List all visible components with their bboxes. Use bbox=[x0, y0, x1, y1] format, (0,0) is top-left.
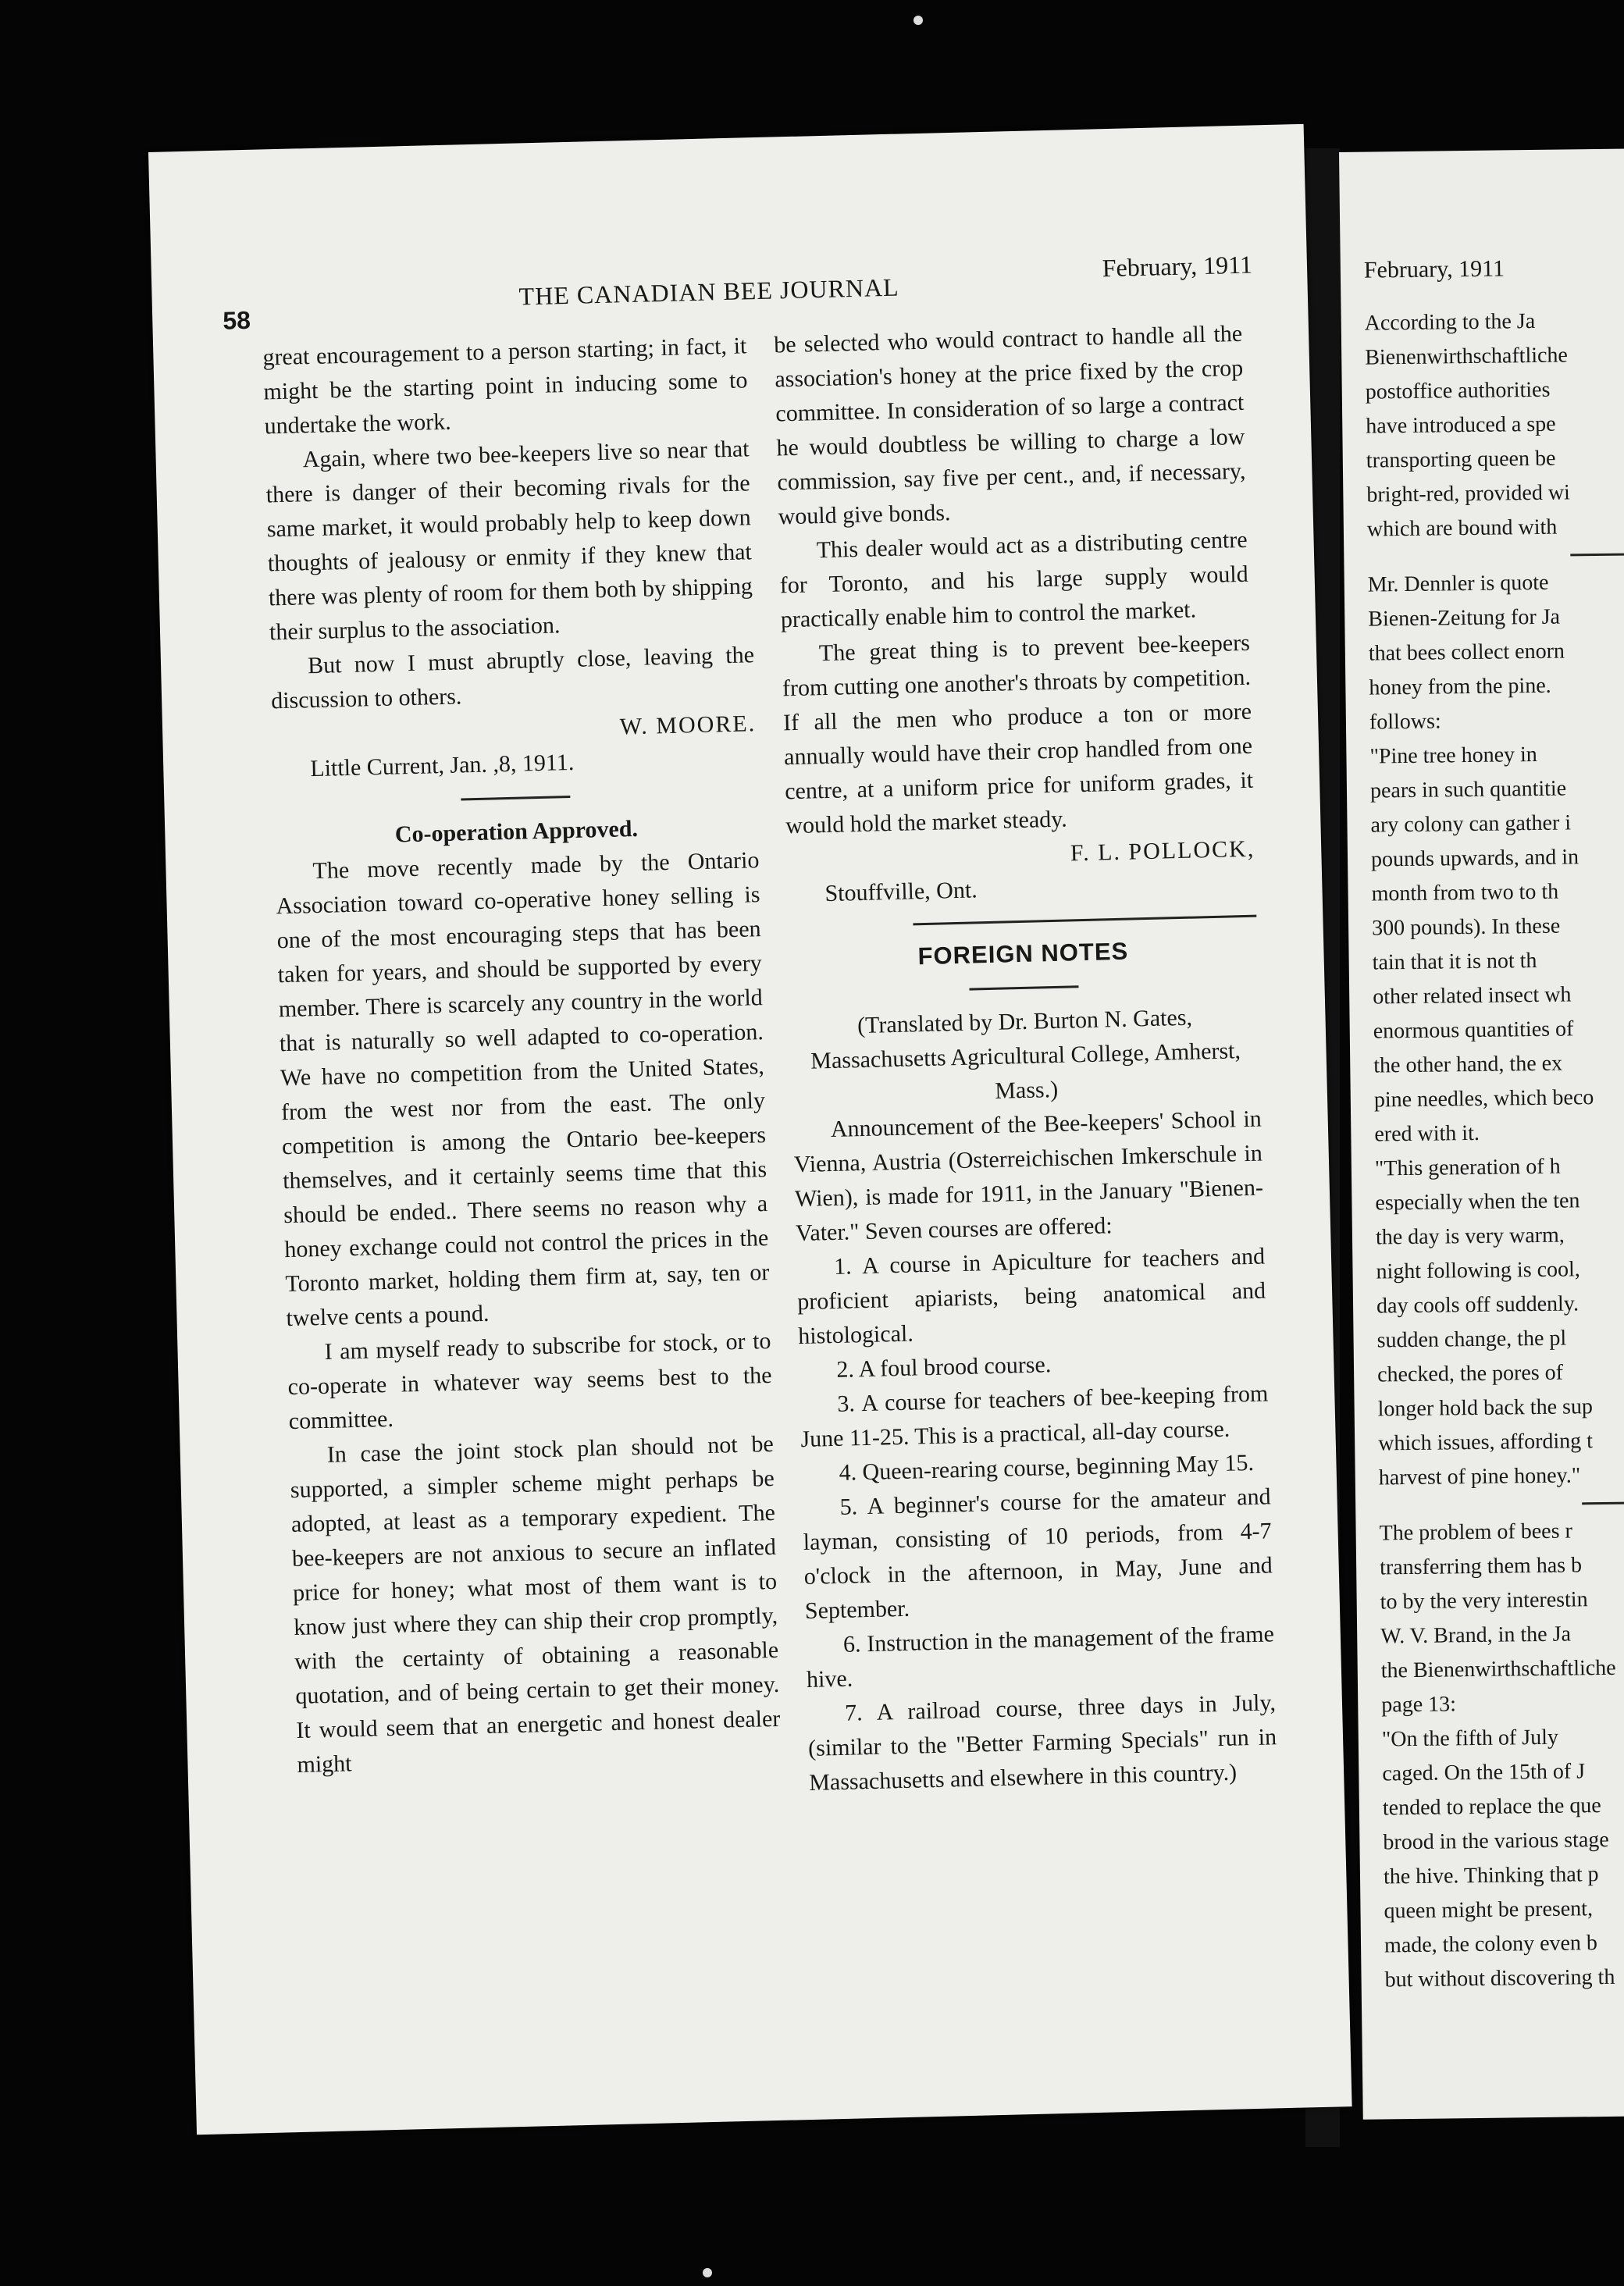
text-line: checked, the pores of bbox=[1376, 1360, 1564, 1387]
text-line: bright-red, provided wi bbox=[1366, 480, 1571, 507]
journal-page bbox=[148, 124, 1352, 2135]
text-line: the hive. Thinking that p bbox=[1383, 1862, 1599, 1889]
section-divider bbox=[1582, 1501, 1624, 1504]
paragraph: Again, where two bee-keepers live so near that there is danger of their becoming rivals for the same market, it would probably help to keep down thoughts of jealousy or enmity if they knew that there was plenty of room for them both by shipping their surplus to the association. bbox=[265, 436, 753, 646]
text-line: enormous quantities of bbox=[1373, 1017, 1574, 1044]
text-line: According to the Ja bbox=[1364, 308, 1536, 336]
paragraph: great encouragement to a person starting; in fact, it might be the starting point in inducing some to undertake the work. bbox=[262, 333, 748, 440]
paragraph: be selected who would contract to handle all the association's honey at the price fixed by the crop committee. In consideration of so large a contract he would doubtless be willing to charge a low commission, say five per cent., and, if necessary, would give bonds. bbox=[773, 320, 1246, 530]
section-divider bbox=[913, 915, 1256, 926]
page-number: 58 bbox=[222, 305, 251, 335]
text-line: queen might be present, bbox=[1384, 1896, 1594, 1924]
text-line: made, the colony even b bbox=[1384, 1931, 1598, 1958]
text-line: "Pine tree honey in bbox=[1369, 742, 1538, 769]
text-line: W. V. Brand, in the Ja bbox=[1380, 1622, 1572, 1649]
text-line: month from two to th bbox=[1371, 879, 1559, 906]
text-line: "This generation of h bbox=[1374, 1154, 1561, 1181]
paragraph: The move recently made by the Ontario Association toward co-operative honey selling is one of the most encouraging steps that has been taken for years, and should be supported by every member. There is scarcely any country in the world that is naturally so well adapted to co-operation. We have no competition from the United States, from the west nor from the east. The only competition is among the Ontario bee-keepers themselves, and it certainly seems time that this should be ended.. There seems no reason why a honey exchange could not control the prices in the Toronto market, holding them firm at, say, ten or twelve cents a pound. bbox=[276, 847, 770, 1332]
course-item: 4. Queen-rearing course, beginning May 15. bbox=[839, 1449, 1255, 1486]
text-line: the other hand, the ex bbox=[1373, 1051, 1563, 1078]
right-column bbox=[774, 317, 1278, 1800]
text-line: postoffice authorities bbox=[1365, 377, 1551, 404]
course-item: 1. A course in Apiculture for teachers and proficient apiarists, being anatomical and histological. bbox=[796, 1243, 1266, 1350]
left-column bbox=[262, 329, 782, 1782]
paragraph: I am myself ready to subscribe for stock, or to co-operate in whatever way seems best to the committee. bbox=[287, 1327, 772, 1435]
course-item: 3. A course for teachers of bee-keeping from June 11-25. This is a practical, all-day course. bbox=[800, 1380, 1269, 1453]
scan-speck bbox=[914, 16, 923, 25]
course-item: 2. A foul brood course. bbox=[835, 1351, 1052, 1383]
text-line: The problem of bees r bbox=[1379, 1519, 1573, 1546]
article-heading: Co-operation Approved. bbox=[394, 815, 639, 848]
text-line: especially when the ten bbox=[1375, 1188, 1580, 1216]
paragraph: But now I must abruptly close, leaving the discussion to others. bbox=[270, 642, 755, 714]
issue-date: February, 1911 bbox=[1102, 250, 1253, 283]
text-line: follows: bbox=[1369, 709, 1441, 735]
text-line: the Bienenwirthschaftliche bbox=[1380, 1655, 1616, 1683]
signature: F. L. POLLOCK, bbox=[1070, 835, 1255, 867]
text-line: pounds upwards, and in bbox=[1370, 845, 1579, 872]
text-line: to by the very interestin bbox=[1380, 1587, 1588, 1615]
facing-page-text bbox=[1364, 249, 1624, 1997]
text-line: brood in the various stage bbox=[1383, 1827, 1609, 1855]
dateline: Little Current, Jan. ,8, 1911. bbox=[309, 749, 575, 782]
text-line: honey from the pine. bbox=[1369, 673, 1551, 700]
text-line: night following is cool, bbox=[1376, 1257, 1581, 1284]
course-item: 7. A railroad course, three days in July, (similar to the "Better Farming Specials" run in Massachusetts and elsewhere in this country.) bbox=[807, 1690, 1277, 1796]
paragraph: In case the joint stock plan should not be supported, a simpler scheme might perhaps be adopted, at least as a temporary expedient. The bee-keepers are not anxious to secure an inflated price for honey; what most of them want is to know just where they can ship their crop promptly, with the certainty of obtaining a reasonable quotation, and of being certain to get their money. It would seem that an energetic and honest dealer might bbox=[290, 1430, 781, 1778]
course-item: 6. Instruction in the management of the frame hive. bbox=[806, 1621, 1275, 1693]
running-header bbox=[222, 250, 1253, 335]
text-line: that bees collect enorn bbox=[1368, 639, 1565, 666]
signature: W. MOORE. bbox=[619, 710, 757, 740]
text-line: sudden change, the pl bbox=[1376, 1326, 1567, 1353]
text-line: other related insect wh bbox=[1373, 982, 1572, 1009]
paragraph: The great thing is to prevent bee-keepers from cutting one another's throats by competition. If all the men who produce a ton or more annually would have their crop handled from one centre, at a uniform price for uniform grades, it would hold the market steady. bbox=[782, 629, 1254, 839]
course-item: 5. A beginner's course for the amateur and layman, consisting of 10 periods, from 4-7 o'clock in the afternoon, in May, June and September. bbox=[803, 1483, 1273, 1625]
text-line: page 13: bbox=[1381, 1692, 1457, 1718]
text-line: ary colony can gather i bbox=[1370, 810, 1572, 838]
text-line: ered with it. bbox=[1374, 1120, 1480, 1147]
text-line: have introduced a spe bbox=[1366, 411, 1556, 439]
section-divider bbox=[461, 796, 570, 800]
text-line: harvest of pine honey." bbox=[1378, 1463, 1581, 1490]
text-line: Bienen-Zeitung for Ja bbox=[1368, 604, 1561, 632]
heading-underline bbox=[969, 985, 1078, 990]
text-line: caged. On the 15th of J bbox=[1382, 1759, 1586, 1786]
section-heading: FOREIGN NOTES bbox=[917, 937, 1129, 970]
text-line: tain that it is not th bbox=[1372, 948, 1537, 975]
text-line: transferring them has b bbox=[1379, 1553, 1583, 1580]
paragraph: This dealer would act as a distributing centre for Toronto, and his large supply would practically enable him to control the market. bbox=[779, 526, 1249, 633]
paragraph: Announcement of the Bee-keepers' School in Vienna, Austria (Osterreichischen Imkerschule in Wien), is made for 1911, in the January "Bienen-Vater." Seven courses are offered: bbox=[793, 1106, 1264, 1247]
text-line: but without discovering th bbox=[1384, 1964, 1615, 1992]
section-divider bbox=[1570, 553, 1624, 556]
text-line: pears in such quantitie bbox=[1369, 776, 1567, 803]
facing-page bbox=[1339, 148, 1624, 2120]
dateline: Stouffville, Ont. bbox=[824, 877, 978, 907]
facing-page-date: February, 1911 bbox=[1363, 255, 1505, 283]
text-line: tended to replace the que bbox=[1382, 1793, 1601, 1821]
text-line: Mr. Dennler is quote bbox=[1367, 570, 1549, 597]
text-line: which issues, affording t bbox=[1378, 1429, 1594, 1456]
text-line: day cools off suddenly. bbox=[1376, 1291, 1579, 1319]
text-line: "On the fifth of July bbox=[1381, 1725, 1559, 1752]
journal-title: THE CANADIAN BEE JOURNAL bbox=[518, 272, 900, 311]
scan-speck bbox=[703, 2268, 712, 2277]
text-line: the day is very warm, bbox=[1375, 1223, 1565, 1250]
text-line: transporting queen be bbox=[1366, 446, 1556, 473]
text-line: Bienenwirthschaftliche bbox=[1365, 343, 1569, 370]
text-line: 300 pounds). In these bbox=[1371, 913, 1561, 941]
text-line: longer hold back the sup bbox=[1377, 1394, 1594, 1422]
text-line: pine needles, which beco bbox=[1373, 1085, 1594, 1113]
text-line: which are bound with bbox=[1366, 515, 1558, 542]
translator-credit: (Translated by Dr. Burton N. Gates, Massachusetts Agricultural College, Amherst, Mass.) bbox=[810, 1004, 1241, 1104]
